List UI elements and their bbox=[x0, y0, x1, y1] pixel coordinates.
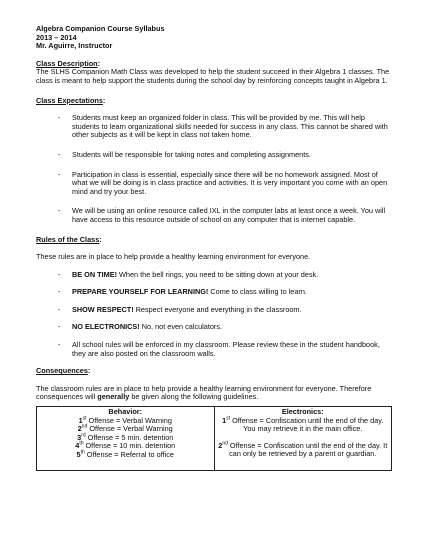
offense-number: 3 bbox=[77, 432, 82, 442]
dash-bullet-icon: - bbox=[58, 269, 61, 279]
offense-number: 1 bbox=[222, 415, 227, 425]
heading-colon: : bbox=[99, 234, 102, 244]
dash-bullet-icon: - bbox=[58, 113, 61, 123]
offense-suffix: nd bbox=[81, 423, 88, 430]
rule-bold: PREPARE YOURSELF FOR LEARNING! bbox=[72, 287, 209, 297]
offense-suffix: st bbox=[82, 415, 87, 422]
instructor-name: Mr. Aguirre, Instructor bbox=[36, 41, 113, 51]
class-expectations-heading: Class Expectations bbox=[36, 95, 103, 105]
list-item bbox=[36, 207, 392, 224]
dash-bullet-icon: - bbox=[58, 340, 61, 350]
expectation-text: We will be using an online resource called IXL in the computer labs at least once a week. You will have access to this resource outside of school on any computer that is internet capable. bbox=[72, 206, 386, 224]
dash-bullet-icon: - bbox=[58, 149, 61, 159]
rules-heading-line bbox=[36, 236, 392, 245]
list-item bbox=[36, 114, 392, 140]
course-title: Algebra Companion Course Syllabus bbox=[36, 24, 165, 33]
intro-text: The classroom rules are in place to help provide a healthy learning environment for everyone. Therefore consequences will bbox=[36, 383, 372, 402]
expectations-list bbox=[36, 114, 392, 224]
rules-list bbox=[36, 271, 392, 359]
offense-text: Offense = Verbal Warning bbox=[86, 415, 172, 425]
offense-text: Offense = Referral to office bbox=[84, 450, 174, 459]
dash-bullet-icon: - bbox=[58, 304, 61, 314]
offense-suffix: th bbox=[80, 449, 85, 456]
rule-text: No, not even calculators. bbox=[139, 322, 223, 332]
rule-text: All school rules will be enforced in my classroom. Please review these in the student handbook, they are also posted on the classroom walls. bbox=[72, 340, 380, 358]
offense-text: Offense = 5 min. detention bbox=[85, 432, 174, 442]
offense-number: 4 bbox=[75, 441, 80, 451]
list-item bbox=[36, 151, 392, 160]
offense-number: 1 bbox=[78, 415, 83, 425]
offense-number: 2 bbox=[218, 440, 223, 450]
intro-bold-word: generally bbox=[97, 392, 130, 402]
consequences-heading: Consequences bbox=[36, 366, 88, 376]
electronics-heading: Electronics: bbox=[281, 407, 324, 417]
list-item bbox=[36, 306, 392, 315]
dash-bullet-icon: - bbox=[58, 206, 61, 216]
list-item bbox=[36, 341, 392, 358]
heading-colon: : bbox=[87, 366, 91, 376]
list-item bbox=[36, 288, 392, 297]
dash-bullet-icon: - bbox=[58, 322, 61, 332]
school-years: 2013 – 2014 bbox=[36, 32, 77, 42]
consequences-intro bbox=[36, 385, 392, 402]
expectation-text: Participation in class is essential, especially since there will be no homework assigned. Most of what we will be doing is in class practice and activities. It is very important you come with an open mind and try your best. bbox=[72, 169, 388, 196]
dash-bullet-icon: - bbox=[58, 287, 61, 297]
rule-bold: SHOW RESPECT! bbox=[72, 304, 134, 314]
class-description-text: The SLHS Companion Math Class was developed to help the student succeed in their Algebra 1 classes. The class is meant to help support the students during the school day by reinforcing concepts taught in Algebra 1. bbox=[36, 67, 390, 85]
heading-colon: : bbox=[97, 58, 101, 68]
dash-bullet-icon: - bbox=[58, 169, 61, 179]
offense-text: Offense = 10 min. detention bbox=[83, 441, 176, 451]
expectation-text: Students will be responsible for taking notes and completing assignments. bbox=[72, 149, 311, 159]
offense-line bbox=[217, 442, 390, 459]
offense-line bbox=[39, 451, 212, 460]
rule-text: When the bell rings, you need to be sitting down at your desk. bbox=[117, 269, 319, 279]
offense-suffix: st bbox=[226, 415, 231, 422]
list-item bbox=[36, 323, 392, 332]
offense-text: Offense = Confiscation until the end of the day. You may retrieve it in the main office. bbox=[230, 415, 384, 434]
rule-text: Come to class willing to learn. bbox=[208, 287, 307, 297]
rule-text: Respect everyone and everything in the classroom. bbox=[133, 304, 302, 314]
behavior-cell bbox=[37, 407, 215, 471]
table-row bbox=[37, 407, 392, 471]
electronics-cell bbox=[214, 407, 392, 471]
rules-heading: Rules of the Class bbox=[36, 234, 100, 244]
list-item bbox=[36, 271, 392, 280]
consequences-table bbox=[36, 406, 392, 471]
expectation-text: Students must keep an organized folder in class. This will be provided by me. This will help students to learn organizational skills needed for success in any class. This cannot be shared with other subjects as it will be kept in class not taken home. bbox=[72, 113, 388, 140]
offense-number: 5 bbox=[76, 450, 81, 459]
offense-suffix: nd bbox=[222, 440, 228, 447]
offense-text: Offense = Verbal Warning bbox=[87, 424, 173, 434]
offense-suffix: rd bbox=[81, 432, 86, 439]
rule-bold: NO ELECTRONICS! bbox=[72, 322, 140, 332]
class-description-heading: Class Description bbox=[36, 58, 98, 68]
rules-intro: These rules are in place to help provide a healthy learning environment for everyone. bbox=[36, 252, 311, 262]
offense-number: 2 bbox=[77, 424, 82, 434]
offense-suffix: th bbox=[79, 440, 84, 447]
rule-bold: BE ON TIME! bbox=[72, 269, 117, 279]
behavior-heading: Behavior: bbox=[108, 407, 143, 417]
intro-text: be given along the following guidelines. bbox=[129, 392, 259, 402]
offense-line bbox=[217, 417, 390, 434]
offense-text: Offense = Confiscation until the end of the day. It can only be retrieved by a parent or guardian. bbox=[227, 440, 388, 459]
heading-colon: : bbox=[102, 95, 106, 105]
class-expectations-heading-line bbox=[36, 97, 392, 106]
consequences-heading-line bbox=[36, 367, 392, 376]
list-item bbox=[36, 171, 392, 197]
